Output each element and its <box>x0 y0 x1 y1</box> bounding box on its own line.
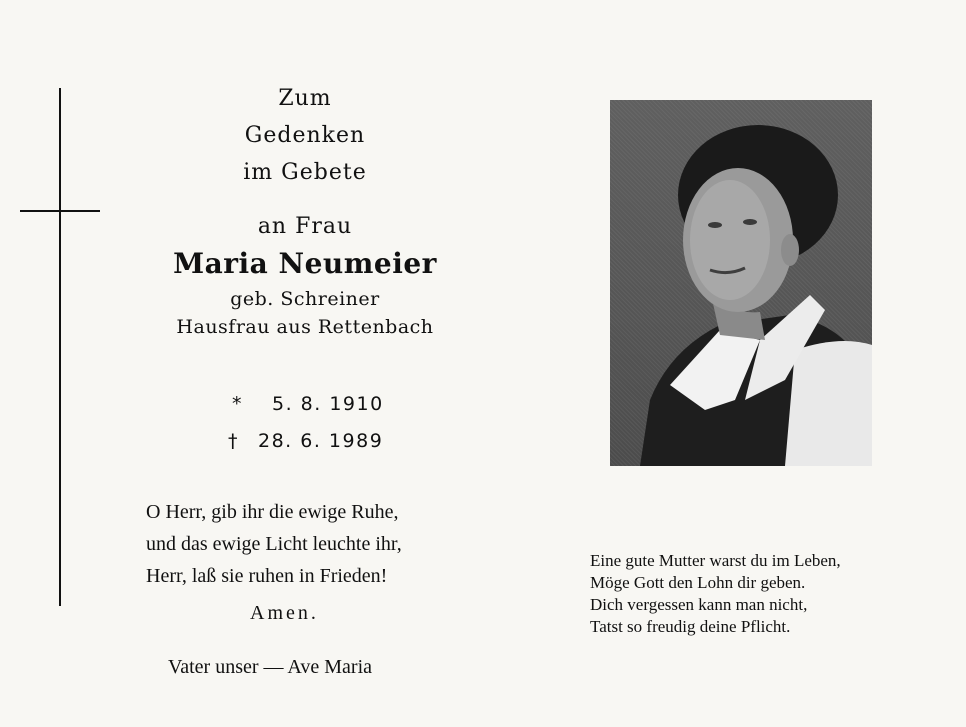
cross-vertical-beam <box>59 88 61 606</box>
heading-line-2: Gedenken <box>244 123 366 148</box>
prayer-line-2: und das ewige Licht leuchte ihr, <box>146 533 402 555</box>
death-symbol: † <box>228 430 239 452</box>
death-date: 28. 6. 1989 <box>258 430 384 452</box>
poem-line-4: Tatst so freudig deine Pflicht. <box>590 617 791 636</box>
closing-prayers: Vater unser — Ave Maria <box>168 656 373 678</box>
portrait-photo <box>610 100 872 466</box>
prayer-line-1: O Herr, gib ihr die ewige Ruhe, <box>146 501 399 523</box>
cross-horizontal-beam <box>20 210 100 212</box>
heading-line-3: im Gebete <box>243 160 367 185</box>
portrait-illustration <box>610 100 872 466</box>
poem-line-1: Eine gute Mutter warst du im Leben, <box>590 551 841 570</box>
poem-line-3: Dich vergessen kann man nicht, <box>590 595 808 614</box>
birth-symbol: * <box>232 393 243 415</box>
occupation: Hausfrau aus Rettenbach <box>176 316 434 338</box>
amen: Amen. <box>250 602 319 624</box>
heading-line-1: Zum <box>278 86 332 111</box>
poem-line-2: Möge Gott den Lohn dir geben. <box>590 573 806 592</box>
heading-line-4: an Frau <box>257 214 353 239</box>
birth-date: 5. 8. 1910 <box>272 393 384 415</box>
deceased-name: Maria Neumeier <box>173 247 437 280</box>
poem <box>590 550 841 638</box>
maiden-name: geb. Schreiner <box>230 288 380 310</box>
prayer-line-3: Herr, laß sie ruhen in Frieden! <box>146 565 388 587</box>
prayer <box>146 496 402 592</box>
